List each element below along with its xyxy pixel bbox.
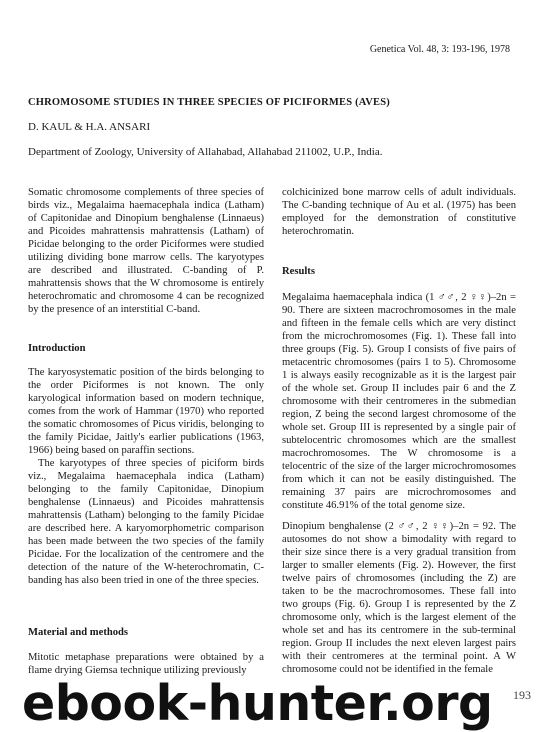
journal-reference: Genetica Vol. 48, 3: 193-196, 1978 <box>369 44 510 55</box>
affiliation: Department of Zoology, University of Allahabad, Allahabad 211002, U.P., India. <box>28 146 383 158</box>
results-body <box>282 291 516 512</box>
left-column <box>28 186 264 316</box>
results-heading: Results <box>282 266 315 277</box>
methods-paragraph-1: Mitotic metaphase preparations were obtained by a flame drying Giemsa technique utilizing previously <box>28 652 264 676</box>
article-title: CHROMOSOME STUDIES IN THREE SPECIES OF PICIFORMES (AVES) <box>28 97 390 108</box>
introduction-heading: Introduction <box>28 343 86 354</box>
methods-body <box>28 651 264 677</box>
right-column-continuation <box>282 186 516 238</box>
methods-paragraph-continued: colchicinized bone marrow cells of adult individuals. The C-banding technique of Au et al. (1975) has been employed for the demonstration of constitutive heterochromatin. <box>282 187 516 237</box>
results-paragraph-2: Dinopium benghalense (2 ♂♂, 2 ♀♀)–2n = 92. The autosomes do not show a bimodality with regard to their size since there is a very gradual transition from larger to smaller elements (Fig. 2). However, the first twelve pairs of chromosomes (including the Z) are taken to be the macrochromosomes. These fall into two groups (Fig. 6). Group I is represented by the Z chromosome only, which is the largest element of the whole set and has its centromere in the sub-terminal region. Group II includes the next eleven largest pairs with their centromeres at the terminal point. A W chromosome could not be identified in the female <box>282 521 516 675</box>
introduction-paragraph-2: The karyotypes of three species of piciform birds viz., Megalaima haemacephala indica (Latham) belonging to the family Capitonidae, Dinopium benghalense (Linnaeus) and Picoides mahrattensis mahrattensis (Latham) belonging to the family Picidae are described here. A karyomorphometric comparison has been made between the two species of the family Picidae. For the localization of the centromere and the detection of the nature of the W-heterochromatin, C-banding has also been tried in one of the three species. <box>28 458 264 586</box>
results-paragraph-1: Megalaima haemacephala indica (1 ♂♂, 2 ♀♀)–2n = 90. There are sixteen macrochromosomes in the male and fifteen in the female cells which are very distinct from the microchromosomes (Fig. 1). These fall into three groups (Fig. 5). Group I consists of five pairs of metacentric chromosomes (pairs 1 to 5). Chromosome 1 is always easily recognizable as it is the largest pair of the whole set. Group II includes pair 6 and the Z chromosome with their centromeres in the submedian region, Z being the second largest chromosome of the whole set. Group III is represented by a single pair of subtelocentric chromosomes which are the smallest macrochromosomes. The W chromosome is a telocentric of the size of the larger microchromosomes from which it can not be easily distinguished. The remaining 37 pairs are microchromosomes and constitute 46.91% of the total genome size. <box>282 292 516 511</box>
page-number: 193 <box>513 688 531 702</box>
introduction-body <box>28 366 264 587</box>
authors: D. KAUL & H.A. ANSARI <box>28 121 151 133</box>
watermark-logo: ebook-hunter.org <box>22 675 493 732</box>
abstract-paragraph: Somatic chromosome complements of three species of birds viz., Megalaima haemacephala indica (Latham) of Capitonidae and Dinopium benghalense (Linnaeus) and Picoides mahrattensis mahrattensis (Latham) of Picidae belonging to the order Piciformes were studied utilizing dividing bone marrow cells. The karyotypes are described and illustrated. C-banding of P. mahrattensis shows that the W chromosome is entirely heterochromatic and chromosome 4 can be recognized by the presence of an interstitial C-band. <box>28 187 264 315</box>
introduction-paragraph-1: The karyosystematic position of the birds belonging to the order Piciformes is not known. The only karyological information based on modern technique, comes from the work of Hammar (1970) who reported the somatic chromosomes of Picus viridis, belonging to the family Picidae, Jaitly's earlier publications (1963, 1966) being based on paraffin sections. <box>28 367 264 456</box>
results-body-2 <box>282 520 516 676</box>
methods-heading: Material and methods <box>28 627 129 638</box>
